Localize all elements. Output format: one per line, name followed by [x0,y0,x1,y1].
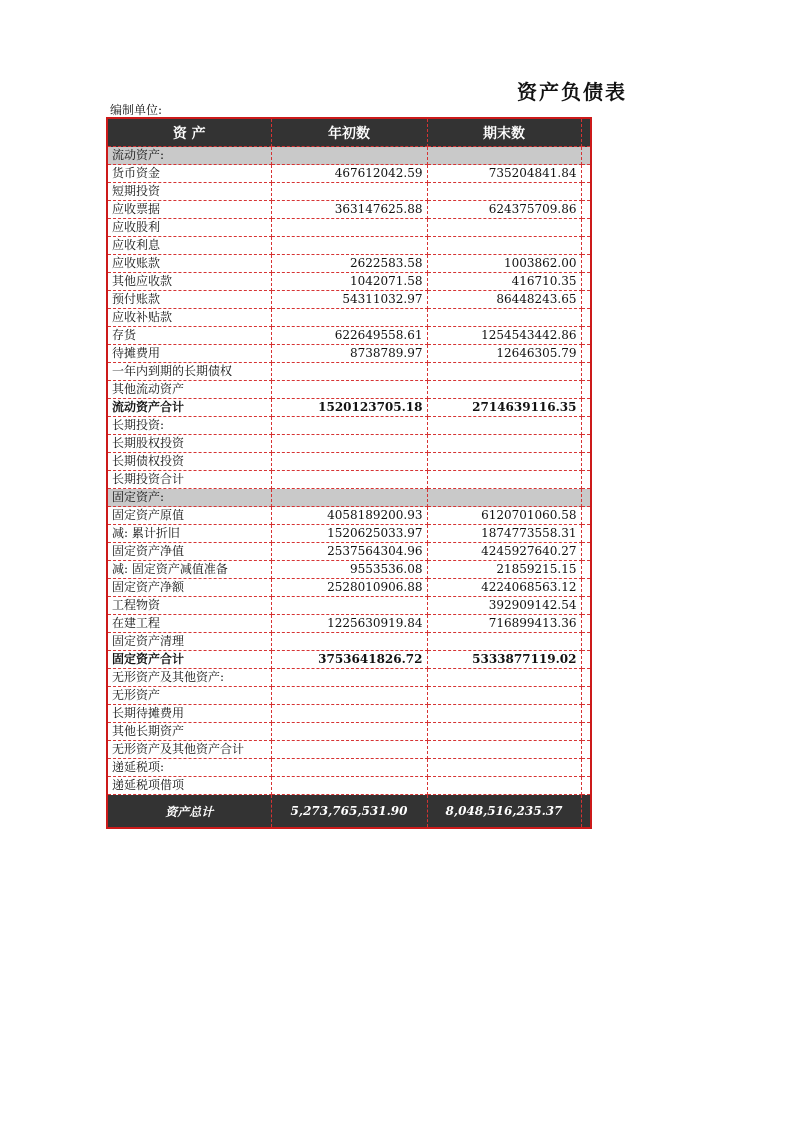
row-label: 长期待摊费用 [107,705,271,723]
row-label: 长期投资合计 [107,471,271,489]
row-label: 长期债权投资 [107,453,271,471]
row-cutoff-cell [581,633,591,651]
header-cutoff-cell [581,118,591,147]
row-beginning-value: 1520625033.97 [271,525,427,543]
table-row [107,543,591,561]
row-label: 应收补贴款 [107,309,271,327]
row-label: 固定资产合计 [107,651,271,669]
row-cutoff-cell [581,435,591,453]
row-beginning-value [271,363,427,381]
header-beginning-balance: 年初数 [271,118,427,147]
row-beginning-value [271,597,427,615]
row-cutoff-cell [581,291,591,309]
row-cutoff-cell [581,363,591,381]
row-cutoff-cell [581,219,591,237]
row-cutoff-cell [581,273,591,291]
row-label: 货币资金 [107,165,271,183]
row-ending-value: 1874773558.31 [427,525,581,543]
row-label: 无形资产及其他资产: [107,669,271,687]
row-beginning-value: 1042071.58 [271,273,427,291]
table-row [107,183,591,201]
row-cutoff-cell [581,237,591,255]
total-beginning: 5,273,765,531.90 [271,795,427,829]
row-ending-value [427,309,581,327]
row-beginning-value: 8738789.97 [271,345,427,363]
table-row [107,777,591,795]
row-ending-value: 624375709.86 [427,201,581,219]
table-row [107,597,591,615]
row-ending-value: 5333877119.02 [427,651,581,669]
row-beginning-value: 54311032.97 [271,291,427,309]
row-label: 其他流动资产 [107,381,271,399]
table-row [107,363,591,381]
row-label: 长期投资: [107,417,271,435]
table-row [107,489,591,507]
table-row [107,579,591,597]
row-ending-value: 1003862.00 [427,255,581,273]
row-beginning-value [271,669,427,687]
row-cutoff-cell [581,327,591,345]
table-row [107,255,591,273]
total-row [107,795,591,829]
row-beginning-value [271,741,427,759]
row-ending-value [427,183,581,201]
row-ending-value: 2714639116.35 [427,399,581,417]
row-ending-value: 12646305.79 [427,345,581,363]
row-beginning-value [271,183,427,201]
row-label: 在建工程 [107,615,271,633]
total-ending: 8,048,516,235.37 [427,795,581,829]
table-row [107,291,591,309]
row-ending-value [427,417,581,435]
row-cutoff-cell [581,201,591,219]
row-label: 减: 累计折旧 [107,525,271,543]
row-cutoff-cell [581,471,591,489]
row-ending-value [427,633,581,651]
row-beginning-value [271,723,427,741]
row-label: 应收账款 [107,255,271,273]
table-row [107,525,591,543]
row-label: 固定资产净额 [107,579,271,597]
row-label: 固定资产清理 [107,633,271,651]
row-ending-value: 392909142.54 [427,597,581,615]
row-label: 长期股权投资 [107,435,271,453]
row-beginning-value: 3753641826.72 [271,651,427,669]
row-label: 应收利息 [107,237,271,255]
row-cutoff-cell [581,453,591,471]
row-beginning-value [271,237,427,255]
row-ending-value [427,489,581,507]
row-label: 工程物资 [107,597,271,615]
row-ending-value [427,705,581,723]
row-cutoff-cell [581,417,591,435]
table-row [107,273,591,291]
row-beginning-value [271,309,427,327]
row-ending-value: 416710.35 [427,273,581,291]
row-ending-value [427,723,581,741]
row-ending-value: 4245927640.27 [427,543,581,561]
total-label: 资产总计 [107,795,271,829]
row-ending-value: 1254543442.86 [427,327,581,345]
table-row [107,435,591,453]
row-cutoff-cell [581,615,591,633]
row-beginning-value [271,435,427,453]
table-row [107,741,591,759]
row-cutoff-cell [581,705,591,723]
table-row [107,759,591,777]
table-row [107,507,591,525]
table-row [107,309,591,327]
row-label: 减: 固定资产减值准备 [107,561,271,579]
row-ending-value: 735204841.84 [427,165,581,183]
table-row [107,345,591,363]
row-cutoff-cell [581,255,591,273]
total-cutoff-cell [581,795,591,829]
row-label: 预付账款 [107,291,271,309]
row-ending-value: 6120701060.58 [427,507,581,525]
table-row [107,453,591,471]
table-body [107,147,591,795]
row-cutoff-cell [581,147,591,165]
row-cutoff-cell [581,597,591,615]
row-cutoff-cell [581,507,591,525]
table-row [107,687,591,705]
row-label: 固定资产原值 [107,507,271,525]
table-row [107,219,591,237]
table-row [107,381,591,399]
row-label: 固定资产: [107,489,271,507]
table-row [107,237,591,255]
row-label: 存货 [107,327,271,345]
table-row [107,723,591,741]
row-cutoff-cell [581,579,591,597]
row-cutoff-cell [581,183,591,201]
row-ending-value [427,363,581,381]
row-cutoff-cell [581,669,591,687]
row-ending-value [427,381,581,399]
table-row [107,201,591,219]
row-ending-value [427,237,581,255]
row-cutoff-cell [581,381,591,399]
row-ending-value [427,741,581,759]
row-ending-value: 86448243.65 [427,291,581,309]
row-beginning-value [271,705,427,723]
row-label: 其他长期资产 [107,723,271,741]
row-label: 待摊费用 [107,345,271,363]
row-beginning-value [271,687,427,705]
table-row [107,705,591,723]
row-ending-value: 4224068563.12 [427,579,581,597]
row-cutoff-cell [581,489,591,507]
row-beginning-value [271,759,427,777]
row-ending-value [427,471,581,489]
row-label: 无形资产及其他资产合计 [107,741,271,759]
row-beginning-value [271,417,427,435]
table-row [107,669,591,687]
row-beginning-value: 622649558.61 [271,327,427,345]
row-ending-value [427,759,581,777]
row-beginning-value: 467612042.59 [271,165,427,183]
row-beginning-value: 2537564304.96 [271,543,427,561]
row-ending-value [427,435,581,453]
row-beginning-value: 9553536.08 [271,561,427,579]
row-label: 应收股利 [107,219,271,237]
row-cutoff-cell [581,525,591,543]
row-beginning-value: 1520123705.18 [271,399,427,417]
row-label: 流动资产: [107,147,271,165]
table-header-row [107,118,591,147]
row-beginning-value [271,381,427,399]
table-row [107,561,591,579]
row-beginning-value [271,777,427,795]
table-row [107,399,591,417]
document-title: 资产负债表 [517,80,627,104]
table-row [107,327,591,345]
row-cutoff-cell [581,165,591,183]
row-label: 递延税项: [107,759,271,777]
row-ending-value: 716899413.36 [427,615,581,633]
row-beginning-value [271,453,427,471]
row-beginning-value [271,219,427,237]
row-ending-value [427,687,581,705]
row-label: 短期投资 [107,183,271,201]
row-ending-value [427,147,581,165]
row-ending-value [427,453,581,471]
balance-sheet-table [106,117,592,829]
table-row [107,417,591,435]
row-label: 其他应收款 [107,273,271,291]
row-beginning-value: 4058189200.93 [271,507,427,525]
row-cutoff-cell [581,741,591,759]
table-row [107,471,591,489]
table-row [107,165,591,183]
row-label: 无形资产 [107,687,271,705]
row-ending-value [427,777,581,795]
row-cutoff-cell [581,723,591,741]
row-cutoff-cell [581,345,591,363]
row-beginning-value [271,147,427,165]
row-label: 一年内到期的长期债权 [107,363,271,381]
table-row [107,147,591,165]
row-beginning-value [271,489,427,507]
header-ending-balance: 期末数 [427,118,581,147]
table-row [107,615,591,633]
row-cutoff-cell [581,687,591,705]
row-beginning-value [271,471,427,489]
row-beginning-value: 2622583.58 [271,255,427,273]
table-row [107,651,591,669]
row-ending-value: 21859215.15 [427,561,581,579]
row-beginning-value [271,633,427,651]
row-cutoff-cell [581,399,591,417]
row-cutoff-cell [581,309,591,327]
row-label: 应收票据 [107,201,271,219]
row-cutoff-cell [581,651,591,669]
row-beginning-value: 2528010906.88 [271,579,427,597]
row-label: 流动资产合计 [107,399,271,417]
row-ending-value [427,669,581,687]
row-cutoff-cell [581,543,591,561]
row-label: 递延税项借项 [107,777,271,795]
table-row [107,633,591,651]
row-cutoff-cell [581,561,591,579]
row-beginning-value: 1225630919.84 [271,615,427,633]
row-cutoff-cell [581,759,591,777]
row-cutoff-cell [581,777,591,795]
row-ending-value [427,219,581,237]
row-beginning-value: 363147625.88 [271,201,427,219]
row-label: 固定资产净值 [107,543,271,561]
compiling-unit-label: 编制单位: [110,103,163,117]
header-assets: 资 产 [107,118,271,147]
